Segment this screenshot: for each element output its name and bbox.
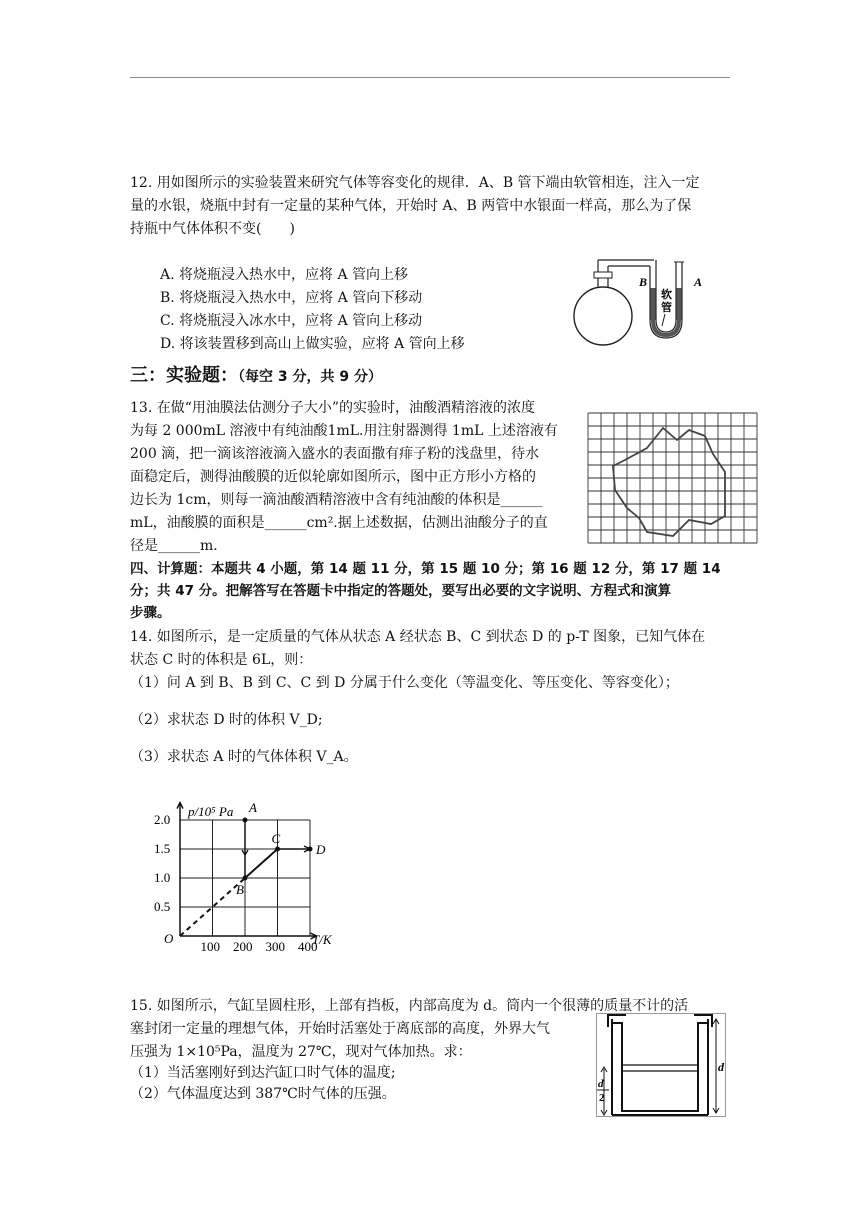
chart-x-tick-label: 300 (265, 939, 285, 954)
q12-label-tube-2: 管 (661, 302, 672, 314)
chart-point-label-c: C (271, 831, 281, 846)
q15-part-1: （1）当活塞刚好到达汽缸口时气体的温度; (130, 1065, 396, 1081)
section-4-line-2: 分；共 47 分。把解答写在答题卡中指定的答题处，要写出必要的文字说明、方程式和演算 (130, 583, 672, 599)
chart-ylabel: p/10⁵ Pa (188, 804, 234, 819)
q12-option-a[interactable]: A. 将烧瓶浸入热水中，应将 A 管向上移 (160, 267, 409, 283)
q12-label-tube-1: 软 (661, 289, 672, 301)
header-rule (130, 77, 730, 78)
chart-point-c (275, 847, 280, 852)
q15-cylinder-figure (596, 1013, 726, 1117)
chart-point-d (308, 847, 313, 852)
chart-point-a (243, 818, 248, 823)
chart-point-label-b: B (236, 882, 244, 897)
q15-line-3: 压强为 1×10⁵Pa，温度为 27℃，现对气体加热。求： (130, 1044, 472, 1060)
section-3-title: 三：实验题： (130, 365, 238, 386)
chart-y-tick-label: 1.5 (154, 841, 171, 856)
q15-label-half-den: 2 (599, 1092, 605, 1104)
chart-y-tick-label: 2.0 (154, 812, 171, 827)
q12-line-2: 量的水银，烧瓶中封有一定量的某种气体，开始时 A、B 两管中水银面一样高，那么为了保 (130, 198, 692, 214)
chart-point-b (243, 876, 248, 881)
section-3-heading (130, 361, 382, 387)
q14-part-3: （3）求状态 A 时的气体体积 V_A。 (130, 749, 358, 765)
q14-line-1: 14. 如图所示，是一定质量的气体从状态 A 经状态 B、C 到状态 D 的 p-T 图象，已知气体在 (130, 629, 706, 645)
q12-label-a: A (694, 275, 703, 289)
section-3-note: （每空 3 分，共 9 分） (238, 369, 382, 385)
q15-line-2: 塞封闭一定量的理想气体，开始时活塞处于离底部的高度，外界大气 (130, 1021, 550, 1037)
q12-line-1: 12. 用如图所示的实验装置来研究气体等容变化的规律．A、B 管下端由软管相连，注入一定 (130, 175, 700, 191)
chart-xlabel: T/K (312, 932, 332, 947)
q12-option-b[interactable]: B. 将烧瓶浸入热水中，应将 A 管向下移动 (160, 290, 423, 306)
chart-point-label-d: D (316, 842, 326, 857)
q12-option-d[interactable]: D. 将该装置移到高山上做实验，应将 A 管向上移 (160, 336, 465, 352)
q12-label-b: B (639, 275, 648, 289)
q13-line-2: 为每 2 000mL 溶液中有纯油酸1mL.用注射器测得 1mL 上述溶液有 (130, 423, 558, 439)
chart-y-tick-label: 0.5 (154, 899, 171, 914)
q12-apparatus-figure (570, 252, 710, 352)
q13-line-4: 面稳定后，测得油酸膜的近似轮廓如图所示，图中正方形小方格的 (130, 469, 536, 485)
q15-label-half-num: d (598, 1078, 604, 1090)
chart-segment-bc (245, 849, 278, 878)
q13-line-1: 13. 在做“用油膜法估测分子大小”的实验时，油酸酒精溶液的浓度 (130, 400, 536, 416)
chart-x-tick-label: 200 (233, 939, 253, 954)
chart-point-label-a: A (249, 800, 257, 815)
q12-line-3: 持瓶中气体体积不变( ) (130, 221, 295, 237)
chart-x-tick-label: 400 (298, 939, 318, 954)
q12-option-c[interactable]: C. 将烧瓶浸入冰水中，应将 A 管向上移动 (160, 313, 423, 329)
q15-line-1: 15. 如图所示，气缸呈圆柱形，上部有挡板，内部高度为 d。筒内一个很薄的质量不计的活 (130, 998, 689, 1014)
q15-label-d: d (718, 1060, 724, 1074)
q13-line-7: 径是______m. (130, 538, 218, 554)
q15-part-2: （2）气体温度达到 387℃时气体的压强。 (130, 1086, 396, 1102)
q13-line-5: 边长为 1cm，则每一滴油酸酒精溶液中含有纯油酸的体积是______ (130, 492, 543, 508)
section-4-line-1: 四、计算题：本题共 4 小题，第 14 题 11 分，第 15 题 10 分；第 16 题 12 分，第 17 题 14 (130, 561, 721, 577)
q14-part-2: （2）求状态 D 时的体积 V_D; (130, 712, 323, 728)
chart-x-tick-label: 100 (200, 939, 220, 954)
chart-origin-label: O (164, 931, 174, 946)
q14-pt-chart (140, 795, 350, 955)
q14-line-2: 状态 C 时的体积是 6L，则： (130, 652, 313, 668)
section-4-line-3: 步骤。 (130, 605, 171, 621)
q13-oil-film-grid-figure (585, 410, 765, 555)
oil-film-outline (613, 428, 725, 536)
q13-line-3: 200 滴，把一滴该溶液滴入盛水的表面撒有痱子粉的浅盘里，待水 (130, 446, 540, 462)
q13-line-6: mL，油酸膜的面积是______cm².据上述数据，估测出油酸分子的直 (130, 515, 548, 531)
q14-part-1: （1）问 A 到 B、B 到 C、C 到 D 分属于什么变化（等温变化、等压变化、等容变化）； (130, 675, 679, 691)
chart-y-tick-label: 1.0 (154, 870, 171, 885)
